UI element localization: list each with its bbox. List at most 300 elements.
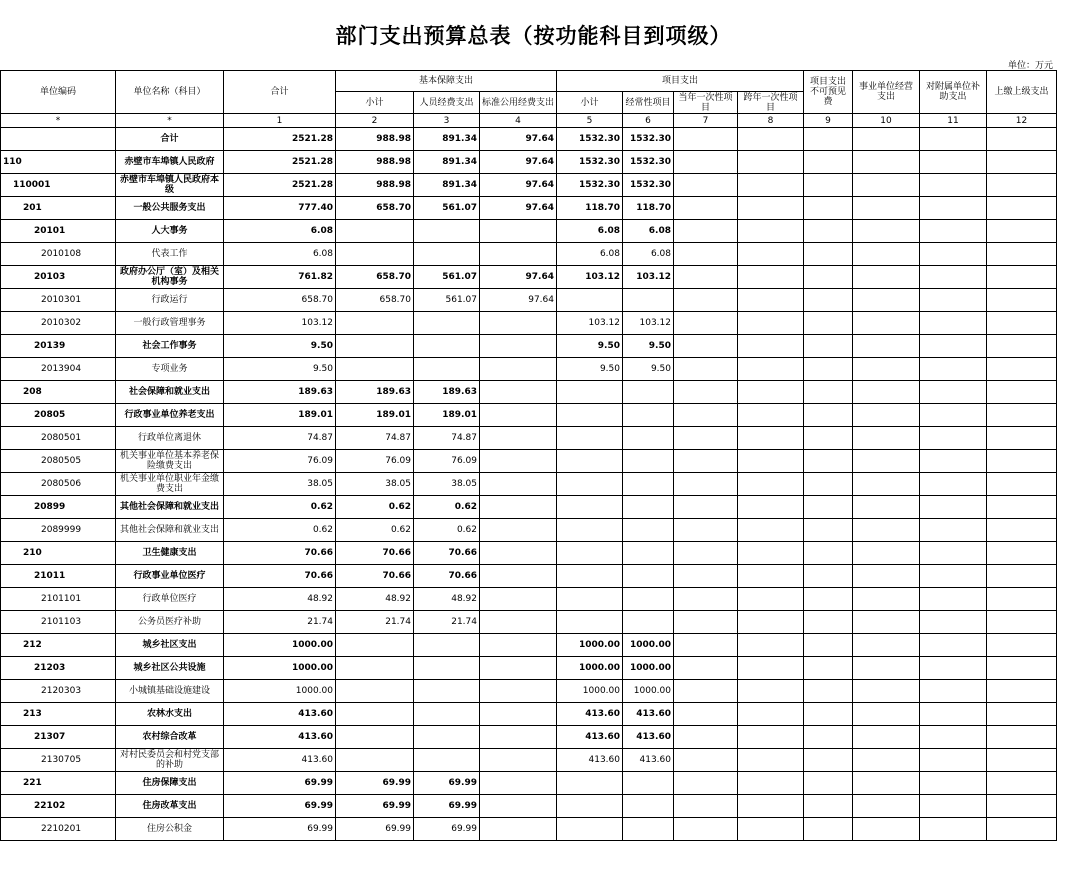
project-subtotal-cell <box>557 427 623 450</box>
project-subtotal-cell: 413.60 <box>557 726 623 749</box>
recurring-cell <box>623 611 674 634</box>
upper-cell <box>987 795 1057 818</box>
one-time-current-cell <box>674 611 738 634</box>
unforeseen-cell <box>804 519 853 542</box>
basic-subtotal-cell: 69.99 <box>336 818 414 841</box>
table-row <box>1 220 1057 243</box>
code-cell: 2080501 <box>1 427 116 450</box>
upper-cell <box>987 473 1057 496</box>
self-fund-cell <box>853 335 920 358</box>
table-row <box>1 611 1057 634</box>
personnel-cell: 21.74 <box>414 611 480 634</box>
col-header-one-time-current: 当年一次性项目 <box>674 92 738 114</box>
name-cell: 社会保障和就业支出 <box>116 381 224 404</box>
name-cell: 机关事业单位职业年金缴费支出 <box>116 473 224 496</box>
recurring-cell: 9.50 <box>623 335 674 358</box>
basic-subtotal-cell: 69.99 <box>336 795 414 818</box>
recurring-cell <box>623 404 674 427</box>
project-subtotal-cell <box>557 772 623 795</box>
total-cell: 9.50 <box>224 358 336 381</box>
basic-subtotal-cell: 189.01 <box>336 404 414 427</box>
name-cell: 一般行政管理事务 <box>116 312 224 335</box>
total-cell: 0.62 <box>224 496 336 519</box>
personnel-cell <box>414 312 480 335</box>
personnel-cell: 38.05 <box>414 473 480 496</box>
total-cell: 189.01 <box>224 404 336 427</box>
code-cell: 221 <box>1 772 116 795</box>
total-cell: 2521.28 <box>224 151 336 174</box>
code-cell: 2120303 <box>1 680 116 703</box>
subsidy-cell <box>920 588 987 611</box>
index-cell: 8 <box>738 114 804 128</box>
subsidy-cell <box>920 680 987 703</box>
code-cell: 20805 <box>1 404 116 427</box>
project-subtotal-cell: 118.70 <box>557 197 623 220</box>
code-cell: 2080505 <box>1 450 116 473</box>
one-time-multi-cell <box>738 818 804 841</box>
budget-table <box>0 70 1057 841</box>
one-time-multi-cell <box>738 703 804 726</box>
standard-cell <box>480 312 557 335</box>
code-cell: 201 <box>1 197 116 220</box>
code-cell: 21011 <box>1 565 116 588</box>
code-cell: 2010108 <box>1 243 116 266</box>
personnel-cell: 0.62 <box>414 519 480 542</box>
code-cell: 2210201 <box>1 818 116 841</box>
unforeseen-cell <box>804 634 853 657</box>
one-time-current-cell <box>674 749 738 772</box>
subsidy-cell <box>920 496 987 519</box>
table-body <box>1 128 1057 841</box>
self-fund-cell <box>853 266 920 289</box>
total-cell: 189.63 <box>224 381 336 404</box>
self-fund-cell <box>853 657 920 680</box>
recurring-cell <box>623 795 674 818</box>
total-cell: 76.09 <box>224 450 336 473</box>
upper-cell <box>987 335 1057 358</box>
code-cell: 2080506 <box>1 473 116 496</box>
index-row <box>1 114 1057 128</box>
personnel-cell: 891.34 <box>414 151 480 174</box>
code-cell: 20101 <box>1 220 116 243</box>
code-cell: 21203 <box>1 657 116 680</box>
self-fund-cell <box>853 289 920 312</box>
self-fund-cell <box>853 151 920 174</box>
self-fund-cell <box>853 542 920 565</box>
total-cell: 9.50 <box>224 335 336 358</box>
subsidy-cell <box>920 266 987 289</box>
standard-cell <box>480 657 557 680</box>
name-cell: 行政运行 <box>116 289 224 312</box>
one-time-current-cell <box>674 772 738 795</box>
one-time-multi-cell <box>738 542 804 565</box>
upper-cell <box>987 266 1057 289</box>
one-time-multi-cell <box>738 335 804 358</box>
project-subtotal-cell: 1000.00 <box>557 680 623 703</box>
one-time-current-cell <box>674 197 738 220</box>
one-time-current-cell <box>674 473 738 496</box>
one-time-current-cell <box>674 726 738 749</box>
unforeseen-cell <box>804 565 853 588</box>
table-row <box>1 473 1057 496</box>
one-time-current-cell <box>674 496 738 519</box>
subsidy-cell <box>920 772 987 795</box>
code-cell: 2010302 <box>1 312 116 335</box>
unforeseen-cell <box>804 266 853 289</box>
recurring-cell: 1000.00 <box>623 657 674 680</box>
one-time-multi-cell <box>738 473 804 496</box>
basic-subtotal-cell: 988.98 <box>336 174 414 197</box>
one-time-current-cell <box>674 427 738 450</box>
unforeseen-cell <box>804 795 853 818</box>
total-cell: 69.99 <box>224 818 336 841</box>
recurring-cell <box>623 772 674 795</box>
upper-cell <box>987 657 1057 680</box>
table-row <box>1 703 1057 726</box>
upper-cell <box>987 128 1057 151</box>
basic-subtotal-cell: 189.63 <box>336 381 414 404</box>
standard-cell: 97.64 <box>480 289 557 312</box>
code-cell: 20103 <box>1 266 116 289</box>
project-subtotal-cell: 103.12 <box>557 312 623 335</box>
self-fund-cell <box>853 588 920 611</box>
one-time-multi-cell <box>738 634 804 657</box>
one-time-current-cell <box>674 588 738 611</box>
basic-subtotal-cell: 658.70 <box>336 266 414 289</box>
standard-cell <box>480 335 557 358</box>
name-cell: 行政事业单位医疗 <box>116 565 224 588</box>
basic-subtotal-cell: 0.62 <box>336 496 414 519</box>
unforeseen-cell <box>804 381 853 404</box>
subsidy-cell <box>920 174 987 197</box>
index-cell: 9 <box>804 114 853 128</box>
index-cell: 5 <box>557 114 623 128</box>
unforeseen-cell <box>804 312 853 335</box>
basic-subtotal-cell: 48.92 <box>336 588 414 611</box>
unforeseen-cell <box>804 335 853 358</box>
standard-cell <box>480 795 557 818</box>
standard-cell <box>480 473 557 496</box>
code-cell: 20899 <box>1 496 116 519</box>
self-fund-cell <box>853 381 920 404</box>
name-cell: 对村民委员会和村党支部的补助 <box>116 749 224 772</box>
page-title: 部门支出预算总表（按功能科目到项级） <box>335 23 732 48</box>
one-time-multi-cell <box>738 427 804 450</box>
col-header-one-time-multi: 跨年一次性项目 <box>738 92 804 114</box>
subsidy-cell <box>920 220 987 243</box>
col-header-name: 单位名称（科目） <box>116 71 224 114</box>
personnel-cell: 76.09 <box>414 450 480 473</box>
standard-cell <box>480 404 557 427</box>
recurring-cell: 1000.00 <box>623 634 674 657</box>
basic-subtotal-cell: 658.70 <box>336 197 414 220</box>
code-cell: 20139 <box>1 335 116 358</box>
self-fund-cell <box>853 634 920 657</box>
project-subtotal-cell <box>557 795 623 818</box>
col-header-personnel: 人员经费支出 <box>414 92 480 114</box>
basic-subtotal-cell: 69.99 <box>336 772 414 795</box>
name-cell: 代表工作 <box>116 243 224 266</box>
personnel-cell: 69.99 <box>414 818 480 841</box>
unforeseen-cell <box>804 358 853 381</box>
code-cell: 22102 <box>1 795 116 818</box>
personnel-cell: 69.99 <box>414 772 480 795</box>
standard-cell <box>480 243 557 266</box>
subsidy-cell <box>920 726 987 749</box>
upper-cell <box>987 427 1057 450</box>
one-time-current-cell <box>674 657 738 680</box>
total-cell: 2521.28 <box>224 128 336 151</box>
one-time-multi-cell <box>738 657 804 680</box>
personnel-cell: 891.34 <box>414 128 480 151</box>
total-cell: 413.60 <box>224 703 336 726</box>
total-cell: 761.82 <box>224 266 336 289</box>
table-row <box>1 404 1057 427</box>
code-cell <box>1 128 116 151</box>
recurring-cell <box>623 496 674 519</box>
index-cell: * <box>1 114 116 128</box>
project-subtotal-cell <box>557 565 623 588</box>
name-cell: 城乡社区公共设施 <box>116 657 224 680</box>
table-row <box>1 496 1057 519</box>
unforeseen-cell <box>804 703 853 726</box>
one-time-current-cell <box>674 404 738 427</box>
subsidy-cell <box>920 657 987 680</box>
one-time-multi-cell <box>738 243 804 266</box>
unforeseen-cell <box>804 749 853 772</box>
self-fund-cell <box>853 703 920 726</box>
one-time-multi-cell <box>738 772 804 795</box>
code-cell: 2013904 <box>1 358 116 381</box>
recurring-cell: 118.70 <box>623 197 674 220</box>
recurring-cell <box>623 818 674 841</box>
project-subtotal-cell <box>557 818 623 841</box>
basic-subtotal-cell <box>336 726 414 749</box>
basic-subtotal-cell <box>336 749 414 772</box>
col-header-unforeseen: 项目支出不可预见费 <box>804 71 853 114</box>
table-row <box>1 749 1057 772</box>
personnel-cell: 48.92 <box>414 588 480 611</box>
self-fund-cell <box>853 174 920 197</box>
total-cell: 1000.00 <box>224 634 336 657</box>
personnel-cell: 69.99 <box>414 795 480 818</box>
code-cell: 110001 <box>1 174 116 197</box>
project-subtotal-cell: 413.60 <box>557 749 623 772</box>
personnel-cell <box>414 358 480 381</box>
col-header-project: 项目支出 <box>557 71 804 92</box>
one-time-multi-cell <box>738 404 804 427</box>
self-fund-cell <box>853 312 920 335</box>
one-time-current-cell <box>674 818 738 841</box>
table-row <box>1 588 1057 611</box>
col-header-basic: 基本保障支出 <box>336 71 557 92</box>
self-fund-cell <box>853 450 920 473</box>
unforeseen-cell <box>804 657 853 680</box>
recurring-cell: 1532.30 <box>623 174 674 197</box>
one-time-current-cell <box>674 542 738 565</box>
personnel-cell: 561.07 <box>414 266 480 289</box>
col-header-project-subtotal: 小计 <box>557 92 623 114</box>
name-cell: 行政单位医疗 <box>116 588 224 611</box>
name-cell: 住房公积金 <box>116 818 224 841</box>
recurring-cell: 6.08 <box>623 243 674 266</box>
index-cell: 6 <box>623 114 674 128</box>
standard-cell: 97.64 <box>480 266 557 289</box>
subsidy-cell <box>920 128 987 151</box>
subsidy-cell <box>920 243 987 266</box>
basic-subtotal-cell: 988.98 <box>336 128 414 151</box>
standard-cell <box>480 496 557 519</box>
basic-subtotal-cell <box>336 220 414 243</box>
table-row <box>1 174 1057 197</box>
table-row <box>1 565 1057 588</box>
subsidy-cell <box>920 749 987 772</box>
unforeseen-cell <box>804 220 853 243</box>
index-cell: 3 <box>414 114 480 128</box>
subsidy-cell <box>920 473 987 496</box>
one-time-multi-cell <box>738 312 804 335</box>
code-cell: 2010301 <box>1 289 116 312</box>
recurring-cell <box>623 519 674 542</box>
one-time-current-cell <box>674 795 738 818</box>
standard-cell <box>480 726 557 749</box>
standard-cell <box>480 634 557 657</box>
self-fund-cell <box>853 726 920 749</box>
subsidy-cell <box>920 795 987 818</box>
total-cell: 74.87 <box>224 427 336 450</box>
project-subtotal-cell: 1532.30 <box>557 151 623 174</box>
subsidy-cell <box>920 404 987 427</box>
self-fund-cell <box>853 749 920 772</box>
basic-subtotal-cell <box>336 358 414 381</box>
total-cell: 6.08 <box>224 220 336 243</box>
standard-cell: 97.64 <box>480 197 557 220</box>
index-cell: 11 <box>920 114 987 128</box>
table-row <box>1 289 1057 312</box>
name-cell: 行政事业单位养老支出 <box>116 404 224 427</box>
personnel-cell <box>414 703 480 726</box>
unforeseen-cell <box>804 726 853 749</box>
self-fund-cell <box>853 473 920 496</box>
table-row <box>1 358 1057 381</box>
table-row <box>1 266 1057 289</box>
unforeseen-cell <box>804 151 853 174</box>
subsidy-cell <box>920 151 987 174</box>
code-cell: 2101103 <box>1 611 116 634</box>
code-cell: 208 <box>1 381 116 404</box>
recurring-cell: 1000.00 <box>623 680 674 703</box>
project-subtotal-cell: 1000.00 <box>557 634 623 657</box>
self-fund-cell <box>853 519 920 542</box>
table-row <box>1 128 1057 151</box>
total-cell: 413.60 <box>224 749 336 772</box>
basic-subtotal-cell <box>336 657 414 680</box>
table-row <box>1 657 1057 680</box>
unforeseen-cell <box>804 450 853 473</box>
subsidy-cell <box>920 427 987 450</box>
recurring-cell: 413.60 <box>623 703 674 726</box>
self-fund-cell <box>853 772 920 795</box>
recurring-cell: 1532.30 <box>623 128 674 151</box>
upper-cell <box>987 289 1057 312</box>
basic-subtotal-cell: 658.70 <box>336 289 414 312</box>
index-cell: 2 <box>336 114 414 128</box>
upper-cell <box>987 151 1057 174</box>
personnel-cell: 74.87 <box>414 427 480 450</box>
table-row <box>1 726 1057 749</box>
basic-subtotal-cell <box>336 243 414 266</box>
total-cell: 1000.00 <box>224 680 336 703</box>
personnel-cell <box>414 634 480 657</box>
personnel-cell: 561.07 <box>414 197 480 220</box>
upper-cell <box>987 220 1057 243</box>
basic-subtotal-cell <box>336 703 414 726</box>
one-time-current-cell <box>674 519 738 542</box>
table-row <box>1 381 1057 404</box>
one-time-current-cell <box>674 680 738 703</box>
table-row <box>1 450 1057 473</box>
project-subtotal-cell <box>557 611 623 634</box>
project-subtotal-cell <box>557 289 623 312</box>
basic-subtotal-cell: 21.74 <box>336 611 414 634</box>
upper-cell <box>987 381 1057 404</box>
index-cell: 4 <box>480 114 557 128</box>
basic-subtotal-cell: 0.62 <box>336 519 414 542</box>
project-subtotal-cell: 103.12 <box>557 266 623 289</box>
basic-subtotal-cell <box>336 680 414 703</box>
upper-cell <box>987 588 1057 611</box>
personnel-cell <box>414 220 480 243</box>
table-row <box>1 151 1057 174</box>
project-subtotal-cell <box>557 496 623 519</box>
one-time-current-cell <box>674 266 738 289</box>
unforeseen-cell <box>804 588 853 611</box>
upper-cell <box>987 197 1057 220</box>
col-header-basic-subtotal: 小计 <box>336 92 414 114</box>
one-time-current-cell <box>674 703 738 726</box>
subsidy-cell <box>920 519 987 542</box>
subsidy-cell <box>920 818 987 841</box>
subsidy-cell <box>920 358 987 381</box>
one-time-current-cell <box>674 358 738 381</box>
col-header-subsidy: 对附属单位补助支出 <box>920 71 987 114</box>
total-cell: 69.99 <box>224 772 336 795</box>
col-header-recurring: 经常性项目 <box>623 92 674 114</box>
unforeseen-cell <box>804 427 853 450</box>
recurring-cell: 1532.30 <box>623 151 674 174</box>
one-time-multi-cell <box>738 266 804 289</box>
one-time-multi-cell <box>738 519 804 542</box>
standard-cell <box>480 358 557 381</box>
subsidy-cell <box>920 611 987 634</box>
total-cell: 2521.28 <box>224 174 336 197</box>
personnel-cell <box>414 680 480 703</box>
standard-cell <box>480 588 557 611</box>
total-cell: 103.12 <box>224 312 336 335</box>
one-time-current-cell <box>674 565 738 588</box>
standard-cell <box>480 381 557 404</box>
subsidy-cell <box>920 634 987 657</box>
code-cell: 210 <box>1 542 116 565</box>
unforeseen-cell <box>804 542 853 565</box>
unforeseen-cell <box>804 174 853 197</box>
recurring-cell <box>623 427 674 450</box>
total-cell: 1000.00 <box>224 657 336 680</box>
name-cell: 小城镇基础设施建设 <box>116 680 224 703</box>
total-cell: 70.66 <box>224 565 336 588</box>
one-time-current-cell <box>674 312 738 335</box>
unforeseen-cell <box>804 611 853 634</box>
